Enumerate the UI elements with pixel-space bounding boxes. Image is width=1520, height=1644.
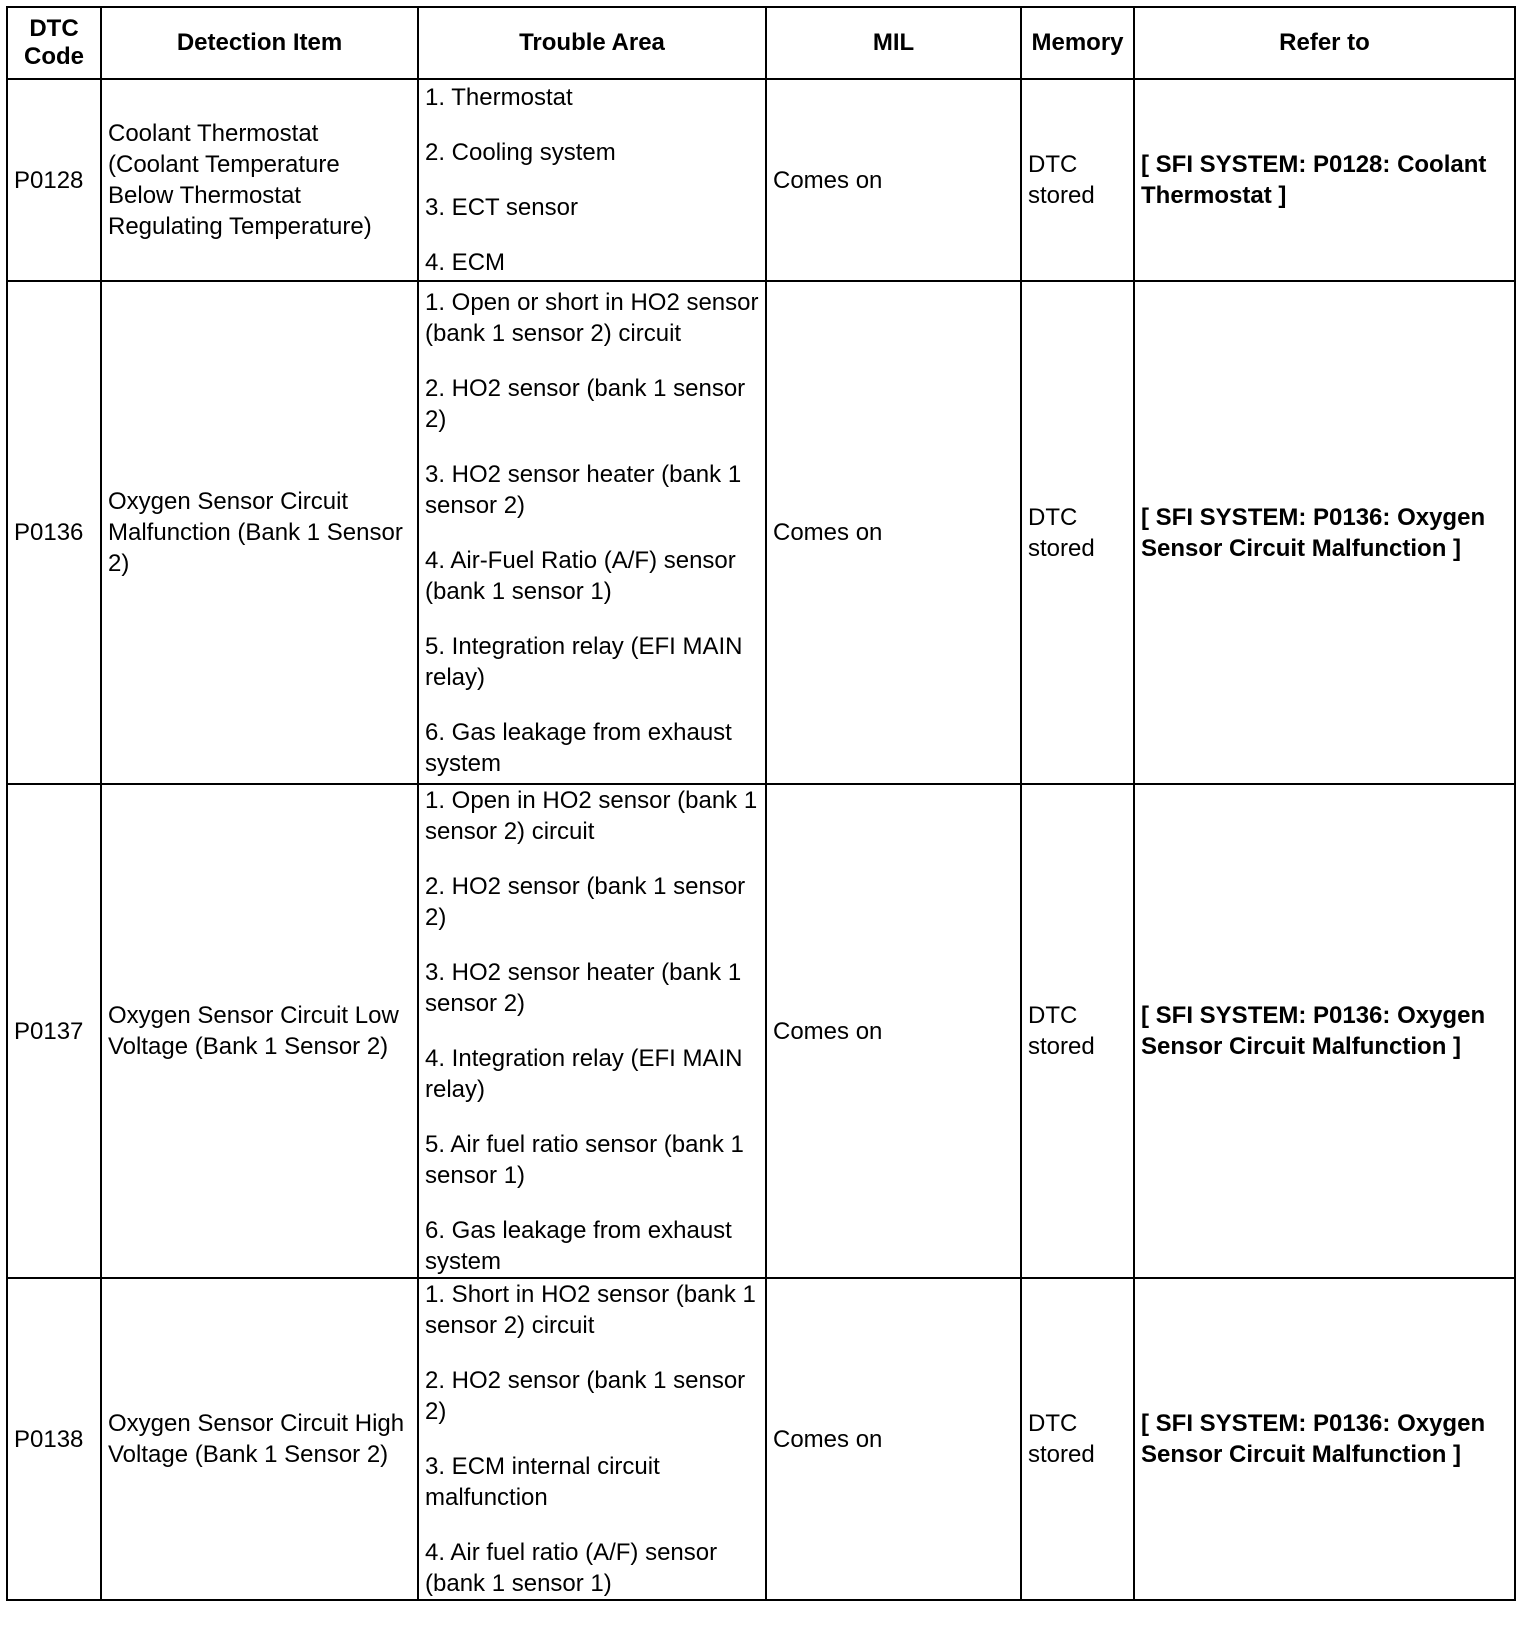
trouble-area-item: 4. Air fuel ratio (A/F) sensor (bank 1 sensor 1) xyxy=(425,1539,718,1597)
header-memory: Memory xyxy=(1021,7,1134,79)
refer-to-cell: [ SFI SYSTEM: P0136: Oxygen Sensor Circuit Malfunction ] xyxy=(1134,784,1515,1278)
trouble-area-item: 1. Open or short in HO2 sensor (bank 1 sensor 2) circuit xyxy=(425,288,759,347)
detection-item-cell: Coolant Thermostat (Coolant Temperature Below Thermostat Regulating Temperature) xyxy=(101,79,418,281)
refer-to-cell: [ SFI SYSTEM: P0128: Coolant Thermostat ] xyxy=(1134,79,1515,281)
trouble-area-item: 4. ECM xyxy=(425,249,506,276)
trouble-area-item: 5. Air fuel ratio sensor (bank 1 sensor 1) xyxy=(425,1131,744,1189)
trouble-area-item: 1. Open in HO2 sensor (bank 1 sensor 2) circuit xyxy=(425,787,758,845)
table-row xyxy=(7,784,1515,1278)
trouble-area-cell xyxy=(418,281,766,784)
trouble-area-cell xyxy=(418,1278,766,1600)
refer-to-cell: [ SFI SYSTEM: P0136: Oxygen Sensor Circuit Malfunction ] xyxy=(1134,281,1515,784)
trouble-area-item: 4. Integration relay (EFI MAIN relay) xyxy=(425,1045,743,1103)
mil-cell: Comes on xyxy=(766,784,1021,1278)
trouble-area-item: 6. Gas leakage from exhaust system xyxy=(425,718,732,777)
trouble-area-item: 3. ECM internal circuit malfunction xyxy=(425,1453,660,1511)
trouble-area-item: 3. HO2 sensor heater (bank 1 sensor 2) xyxy=(425,959,742,1017)
memory-cell: DTC stored xyxy=(1021,1278,1134,1600)
trouble-area-item: 4. Air-Fuel Ratio (A/F) sensor (bank 1 sensor 1) xyxy=(425,546,736,605)
detection-item-cell: Oxygen Sensor Circuit Malfunction (Bank 1 Sensor 2) xyxy=(101,281,418,784)
dtc-table xyxy=(6,6,1516,1601)
trouble-area-item: 2. HO2 sensor (bank 1 sensor 2) xyxy=(425,374,746,433)
mil-cell: Comes on xyxy=(766,1278,1021,1600)
trouble-area-cell xyxy=(418,79,766,281)
trouble-area-item: 2. Cooling system xyxy=(425,139,616,166)
mil-cell: Comes on xyxy=(766,281,1021,784)
table-row xyxy=(7,1278,1515,1600)
table-body xyxy=(7,79,1515,1600)
header-dtc-code: DTC Code xyxy=(7,7,101,79)
trouble-area-item: 5. Integration relay (EFI MAIN relay) xyxy=(425,632,743,691)
refer-to-cell: [ SFI SYSTEM: P0136: Oxygen Sensor Circuit Malfunction ] xyxy=(1134,1278,1515,1600)
trouble-area-item: 2. HO2 sensor (bank 1 sensor 2) xyxy=(425,1367,746,1425)
trouble-area-cell xyxy=(418,784,766,1278)
dtc-code-cell: P0137 xyxy=(7,784,101,1278)
table-header-row xyxy=(7,7,1515,79)
trouble-area-item: 2. HO2 sensor (bank 1 sensor 2) xyxy=(425,873,746,931)
mil-cell: Comes on xyxy=(766,79,1021,281)
trouble-area-item: 1. Short in HO2 sensor (bank 1 sensor 2) circuit xyxy=(425,1281,756,1339)
memory-cell: DTC stored xyxy=(1021,79,1134,281)
header-mil: MIL xyxy=(766,7,1021,79)
trouble-area-item: 3. ECT sensor xyxy=(425,194,578,221)
header-trouble-area: Trouble Area xyxy=(418,7,766,79)
dtc-code-cell: P0136 xyxy=(7,281,101,784)
memory-cell: DTC stored xyxy=(1021,784,1134,1278)
trouble-area-item: 6. Gas leakage from exhaust system xyxy=(425,1217,732,1275)
header-refer-to: Refer to xyxy=(1134,7,1515,79)
table-row xyxy=(7,281,1515,784)
table-row xyxy=(7,79,1515,281)
trouble-area-item: 1. Thermostat xyxy=(425,84,573,111)
dtc-code-cell: P0138 xyxy=(7,1278,101,1600)
memory-cell: DTC stored xyxy=(1021,281,1134,784)
detection-item-cell: Oxygen Sensor Circuit High Voltage (Bank 1 Sensor 2) xyxy=(101,1278,418,1600)
detection-item-cell: Oxygen Sensor Circuit Low Voltage (Bank 1 Sensor 2) xyxy=(101,784,418,1278)
dtc-code-cell: P0128 xyxy=(7,79,101,281)
header-detection-item: Detection Item xyxy=(101,7,418,79)
trouble-area-item: 3. HO2 sensor heater (bank 1 sensor 2) xyxy=(425,460,742,519)
